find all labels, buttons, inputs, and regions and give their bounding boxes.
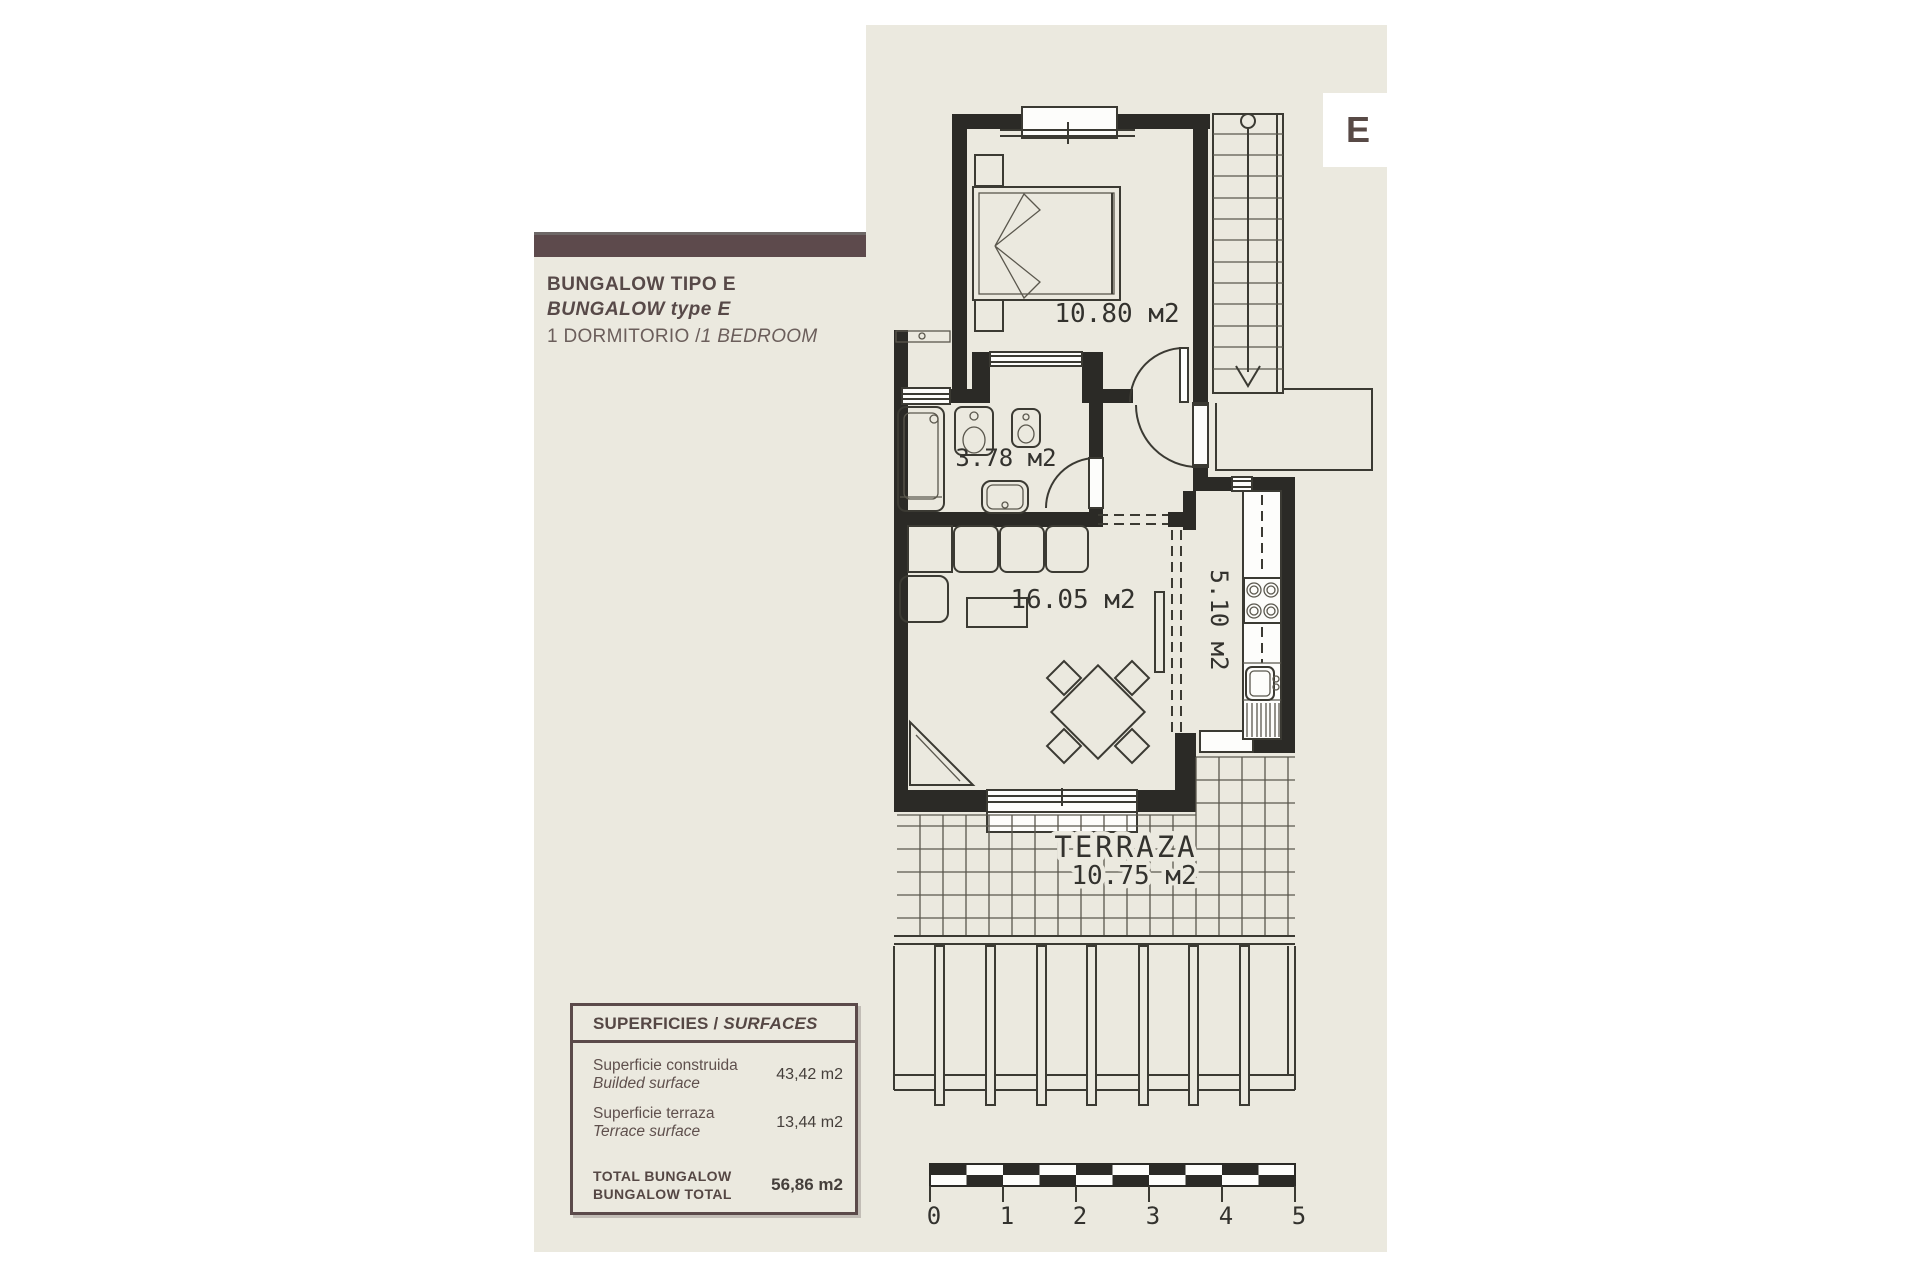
scale-label-0: 0 (926, 1202, 942, 1230)
bidet (1012, 409, 1040, 447)
bathroom-door-opening (1089, 458, 1103, 508)
fence-post (1037, 946, 1046, 1105)
chair (1115, 661, 1149, 695)
scale-label-5: 5 (1291, 1202, 1307, 1230)
total-label-line2: BUNGALOW TOTAL (593, 1186, 732, 1202)
fence-post (1189, 946, 1198, 1105)
scale-label-4: 4 (1218, 1202, 1234, 1230)
terrace-area-label: 10.75 м2 (1071, 861, 1197, 891)
row-label-en: Builded surface (593, 1075, 700, 1092)
total-label-line1: TOTAL BUNGALOW (593, 1168, 732, 1184)
sofa-cushion (1046, 526, 1088, 572)
kitchen-fixtures (1243, 491, 1281, 739)
surfaces-header-sep: / (713, 1014, 719, 1033)
living-area-label: 16.05 м2 (1010, 585, 1136, 615)
kitchen-area-label: 5.10 м2 (1205, 569, 1233, 671)
title-es: BUNGALOW TIPO E (547, 274, 737, 295)
surfaces-table (570, 1003, 858, 1215)
side-table (908, 526, 952, 572)
sofa-cushion (954, 526, 998, 572)
corner-unit (910, 722, 973, 785)
sofa-cushion (1000, 526, 1044, 572)
chair (1115, 729, 1149, 763)
type-badge-letter: E (1345, 109, 1370, 150)
fence-post (1139, 946, 1148, 1105)
chair (1047, 729, 1081, 763)
stairs (1213, 114, 1372, 470)
row-value: 13,44 m2 (776, 1114, 843, 1131)
fence-post (1240, 946, 1249, 1105)
bed (973, 187, 1120, 300)
row-label-es: Superficie terraza (593, 1105, 715, 1122)
entrance-door-arc (1136, 405, 1198, 467)
dining-set (1047, 661, 1149, 763)
fence (894, 946, 1295, 1105)
stairs-start-marker (1241, 114, 1255, 128)
surfaces-header-es: SUPERFICIES (593, 1014, 709, 1033)
scale-label-2: 2 (1072, 1202, 1088, 1230)
table-row (593, 1105, 843, 1141)
bedroom-area-label: 10.80 м2 (1054, 299, 1180, 329)
bedroom-door-arc (1130, 348, 1184, 402)
entrance-opening (1193, 403, 1208, 467)
bedroom-window (1022, 107, 1117, 138)
open-boundaries (1098, 515, 1181, 733)
scale-bar (927, 1164, 1306, 1230)
bathroom-area-label: 3.78 м2 (955, 444, 1057, 472)
nightstand (975, 300, 1003, 331)
fence-post (935, 946, 944, 1105)
total-value: 56,86 m2 (771, 1175, 843, 1194)
bathroom-window (902, 388, 950, 404)
living-furniture (900, 526, 1164, 785)
stove (1244, 578, 1281, 623)
scale-label-1: 1 (999, 1202, 1015, 1230)
interior-window (990, 352, 1082, 366)
dining-table (1051, 665, 1144, 758)
subtitle-es: 1 DORMITORIO / (547, 326, 701, 347)
table-total-row (593, 1167, 843, 1203)
doors (1046, 348, 1198, 508)
fence-post (1087, 946, 1096, 1105)
fence-post (986, 946, 995, 1105)
bar-counter (1155, 592, 1164, 672)
row-label-es: Superficie construida (593, 1057, 738, 1074)
row-value: 43,42 m2 (776, 1066, 843, 1083)
nightstand (975, 155, 1003, 186)
subtitle-en: 1 BEDROOM (700, 326, 818, 347)
scale-label-3: 3 (1145, 1202, 1161, 1230)
table-row (593, 1057, 843, 1093)
surfaces-table-header (573, 1006, 855, 1043)
row-label-en: Terrace surface (593, 1123, 701, 1140)
terrace-name-label: TERRAZA (1054, 830, 1198, 864)
entry-porch (1216, 389, 1372, 470)
chair (1047, 661, 1081, 695)
bathroom-sink (982, 481, 1028, 513)
surfaces-header-en: SURFACES (723, 1014, 818, 1033)
kitchen-window (1232, 477, 1252, 491)
bedroom-door-leaf (1180, 348, 1188, 402)
bed-blanket (995, 194, 1040, 298)
title-en: BUNGALOW type E (547, 299, 731, 320)
